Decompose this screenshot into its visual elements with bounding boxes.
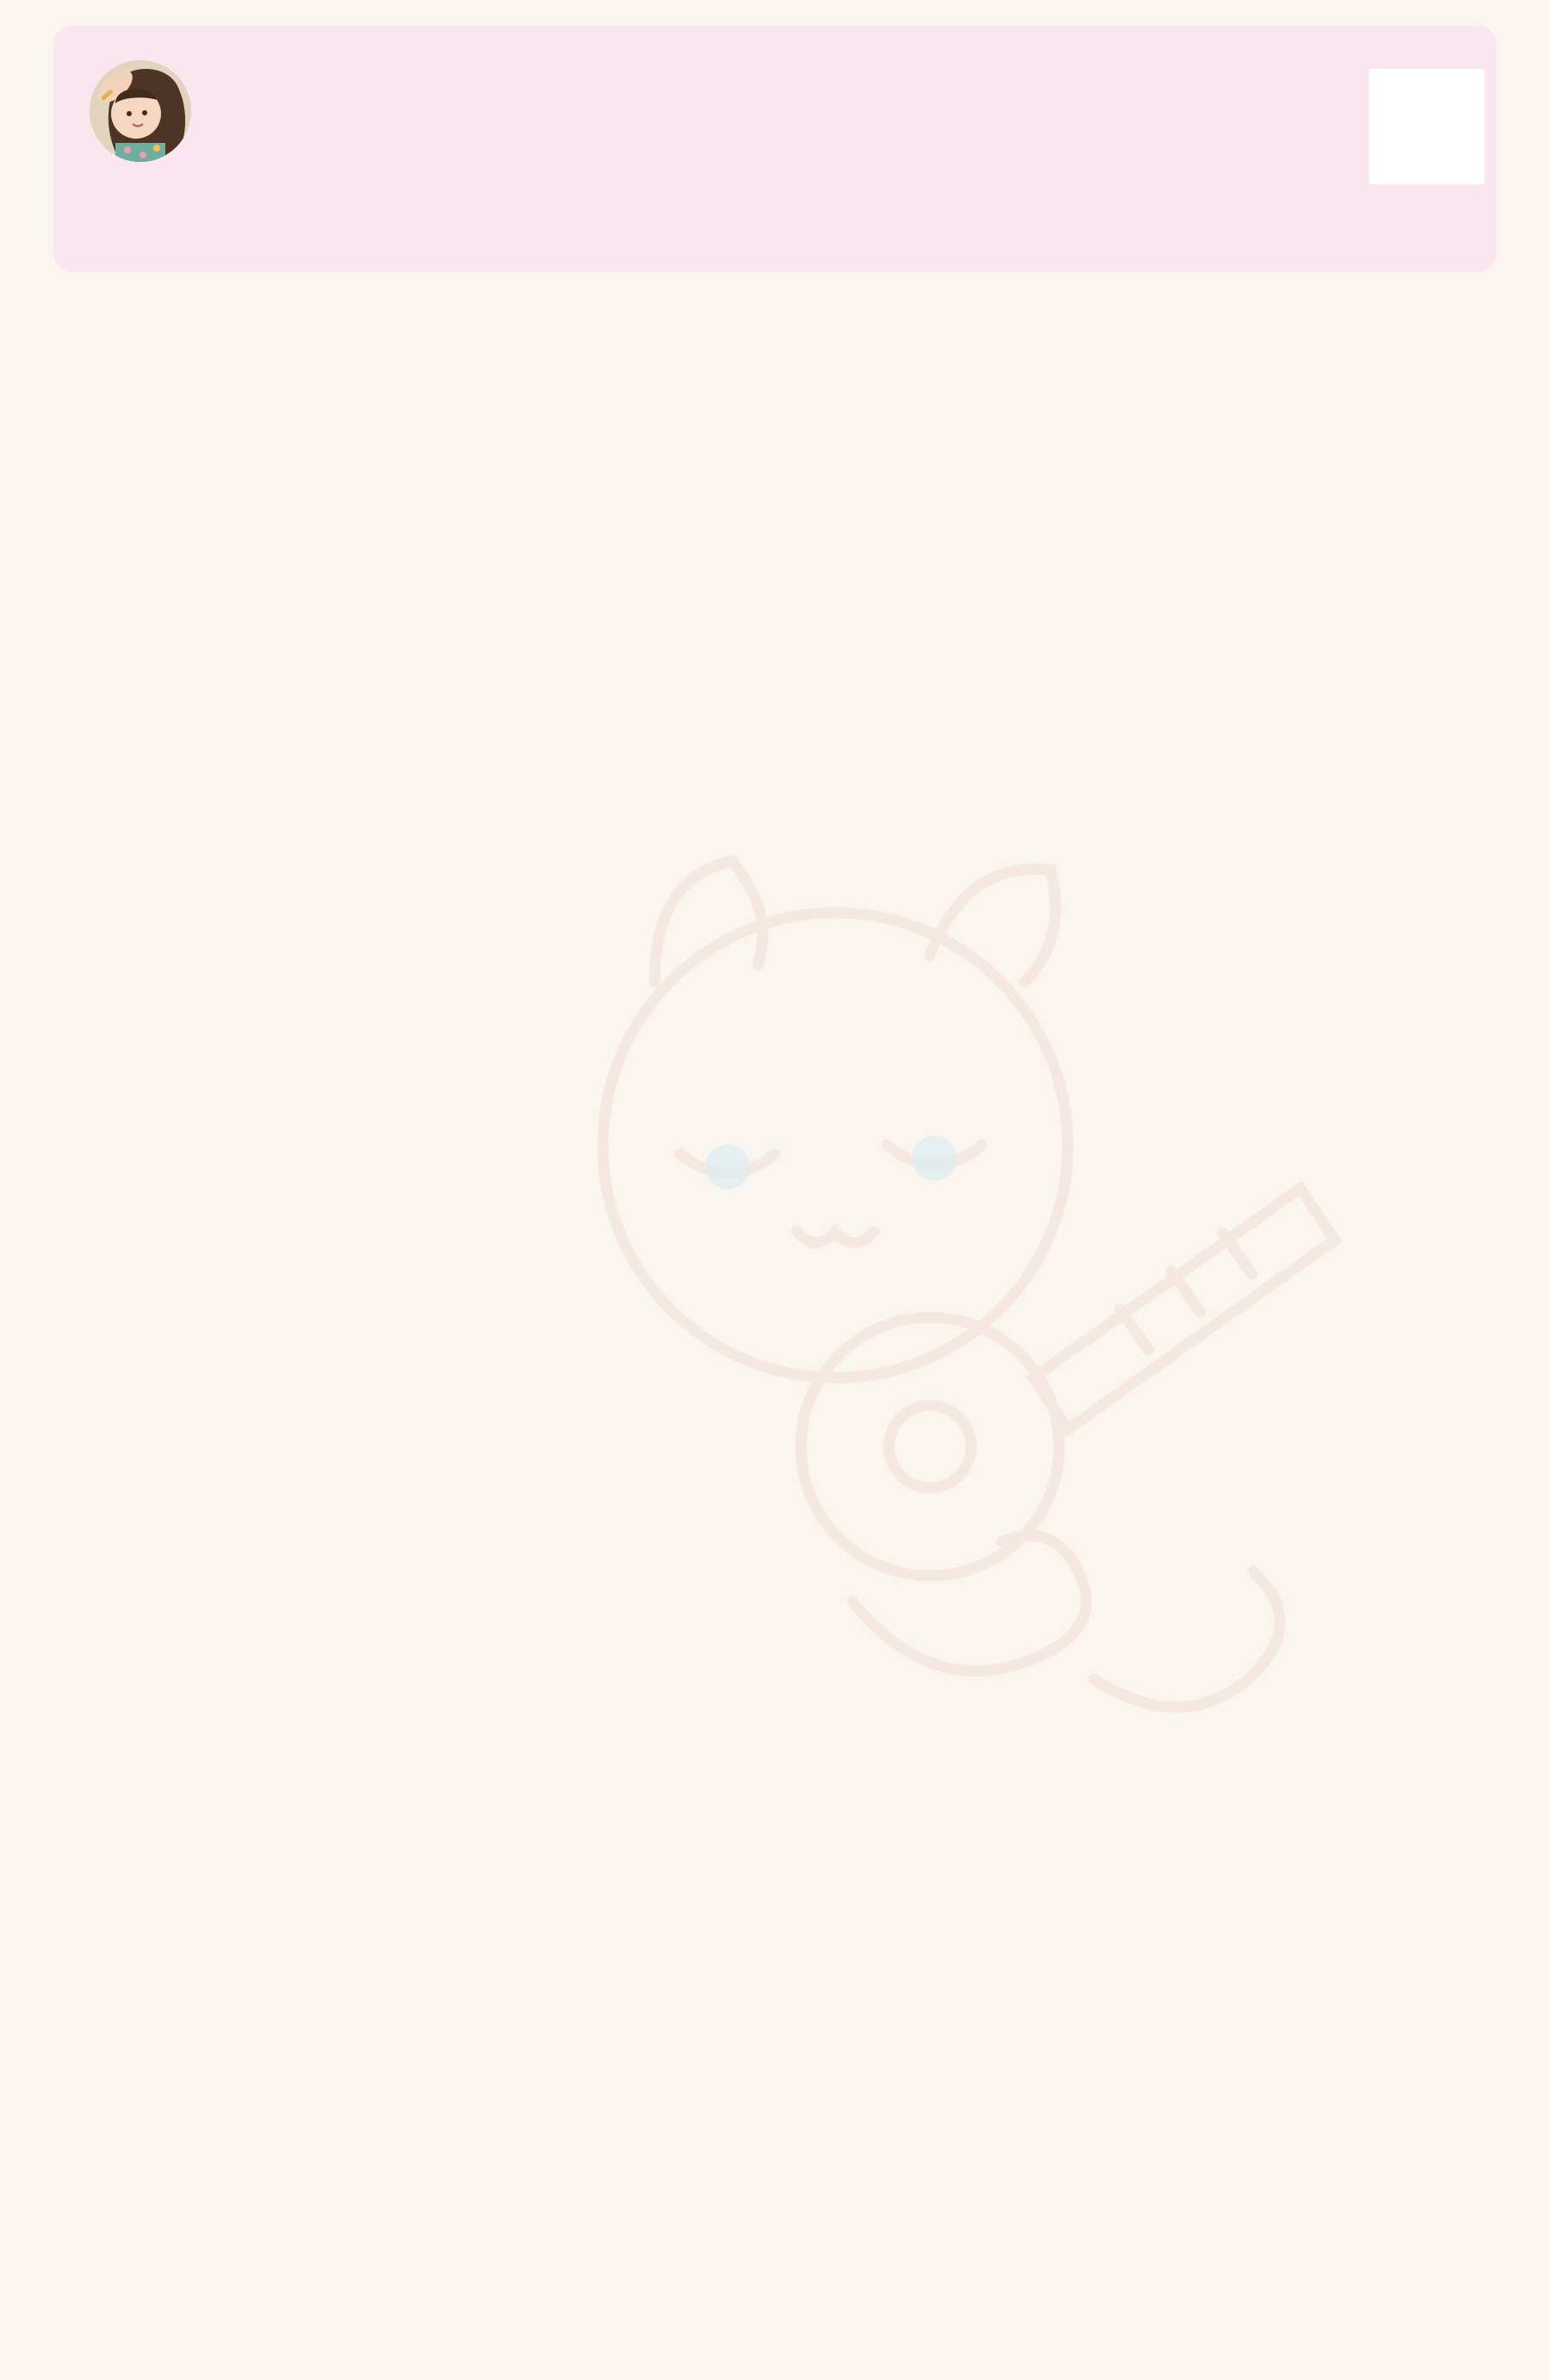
avatar (90, 60, 191, 162)
avatar-illustration (90, 60, 191, 162)
header-banner (53, 26, 1497, 272)
qr-code (1369, 69, 1485, 184)
